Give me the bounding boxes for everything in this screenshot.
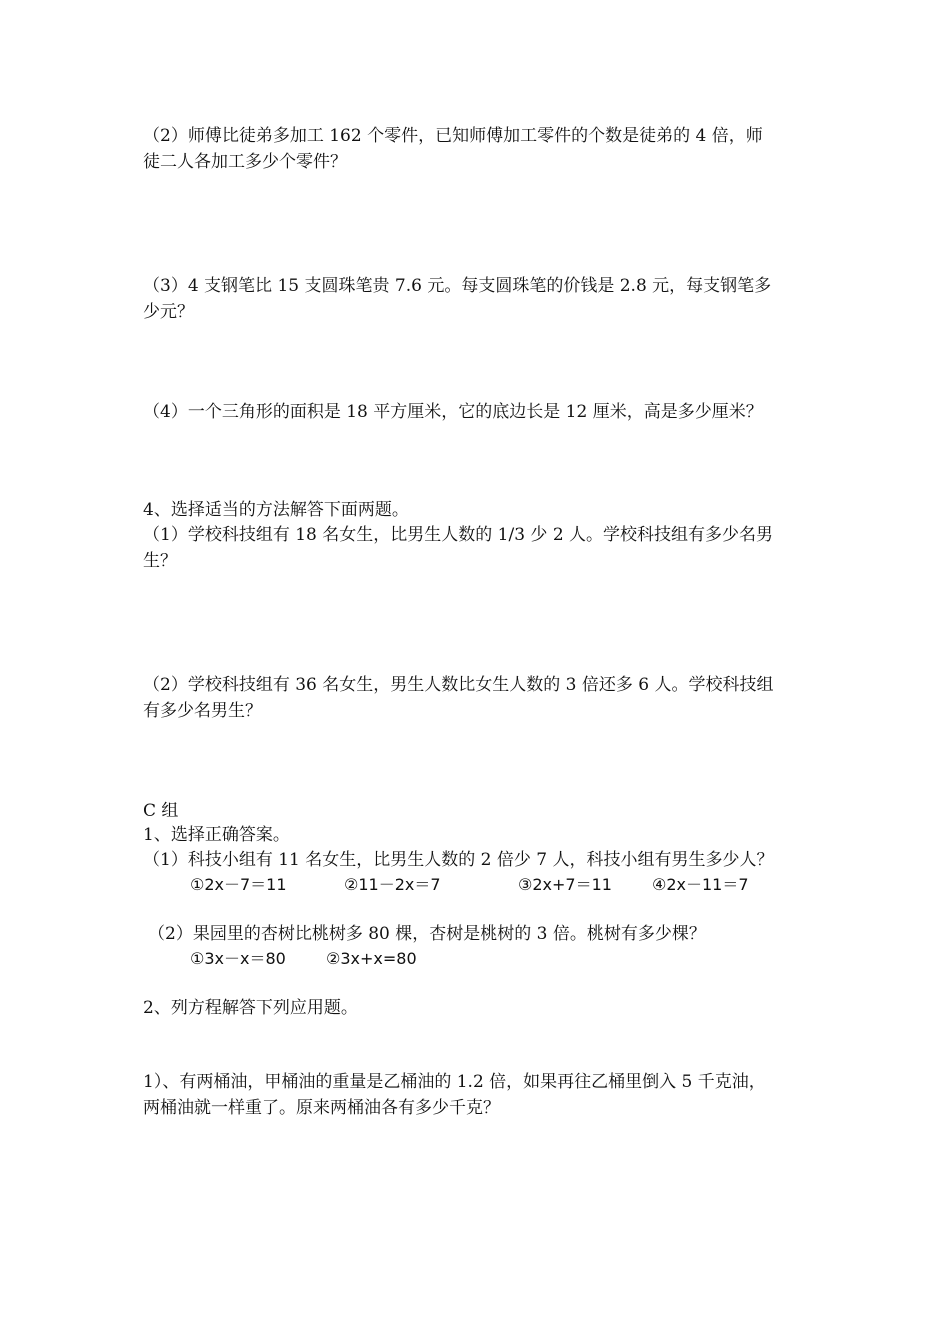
group-c-title: C 组 [143, 801, 179, 821]
c2-title: 2、列方程解答下列应用题。 [143, 998, 358, 1018]
c2-question-1-line-2: 两桶油就一样重了。原来两桶油各有多少千克？ [143, 1098, 500, 1118]
c1-question-1: （1）科技小组有 11 名女生，比男生人数的 2 倍少 7 人，科技小组有男生多少人？ [143, 850, 774, 870]
c2-question-1-line-1: 1）、有两桶油，甲桶油的重量是乙桶油的 1.2 倍，如果再往乙桶里倒入 5 千克油， [143, 1072, 766, 1092]
section-4-title: 4、选择适当的方法解答下面两题。 [143, 500, 409, 520]
option-4: ④2x－11＝7 [652, 875, 749, 894]
c1-question-1-options [190, 873, 749, 897]
question-3-line-2: 少元？ [143, 302, 194, 322]
c1-question-2-options [190, 947, 417, 971]
option-2: ②11－2x＝7 [344, 875, 441, 894]
question-4-line-1: （4）一个三角形的面积是 18 平方厘米，它的底边长是 12 厘米，高是多少厘米？ [143, 402, 763, 422]
section-4-question-1-line-2: 生？ [143, 551, 177, 571]
c1-title: 1、选择正确答案。 [143, 825, 290, 845]
c1-question-2: （2）果园里的杏树比桃树多 80 棵，杏树是桃树的 3 倍。桃树有多少棵？ [148, 924, 706, 944]
section-4-question-2-line-2: 有多少名男生？ [143, 701, 262, 721]
question-2-line-1: （2）师傅比徒弟多加工 162 个零件，已知师傅加工零件的个数是徒弟的 4 倍，师 [143, 126, 763, 146]
section-4-question-2-line-1: （2）学校科技组有 36 名女生，男生人数比女生人数的 3 倍还多 6 人。学校科技组 [143, 675, 774, 695]
question-3-line-1: （3）4 支钢笔比 15 支圆珠笔贵 7.6 元。每支圆珠笔的价钱是 2.8 元，每支钢笔多 [143, 276, 772, 296]
option-3: ③2x+7＝11 [518, 875, 612, 894]
question-2-line-2: 徒二人各加工多少个零件？ [143, 152, 347, 172]
option-1: ①2x－7＝11 [190, 875, 287, 894]
option-1: ①3x－x＝80 [190, 949, 286, 968]
section-4-question-1-line-1: （1）学校科技组有 18 名女生，比男生人数的 1/3 少 2 人。学校科技组有多少名男 [143, 525, 774, 545]
option-2: ②3x+x=80 [326, 949, 417, 968]
